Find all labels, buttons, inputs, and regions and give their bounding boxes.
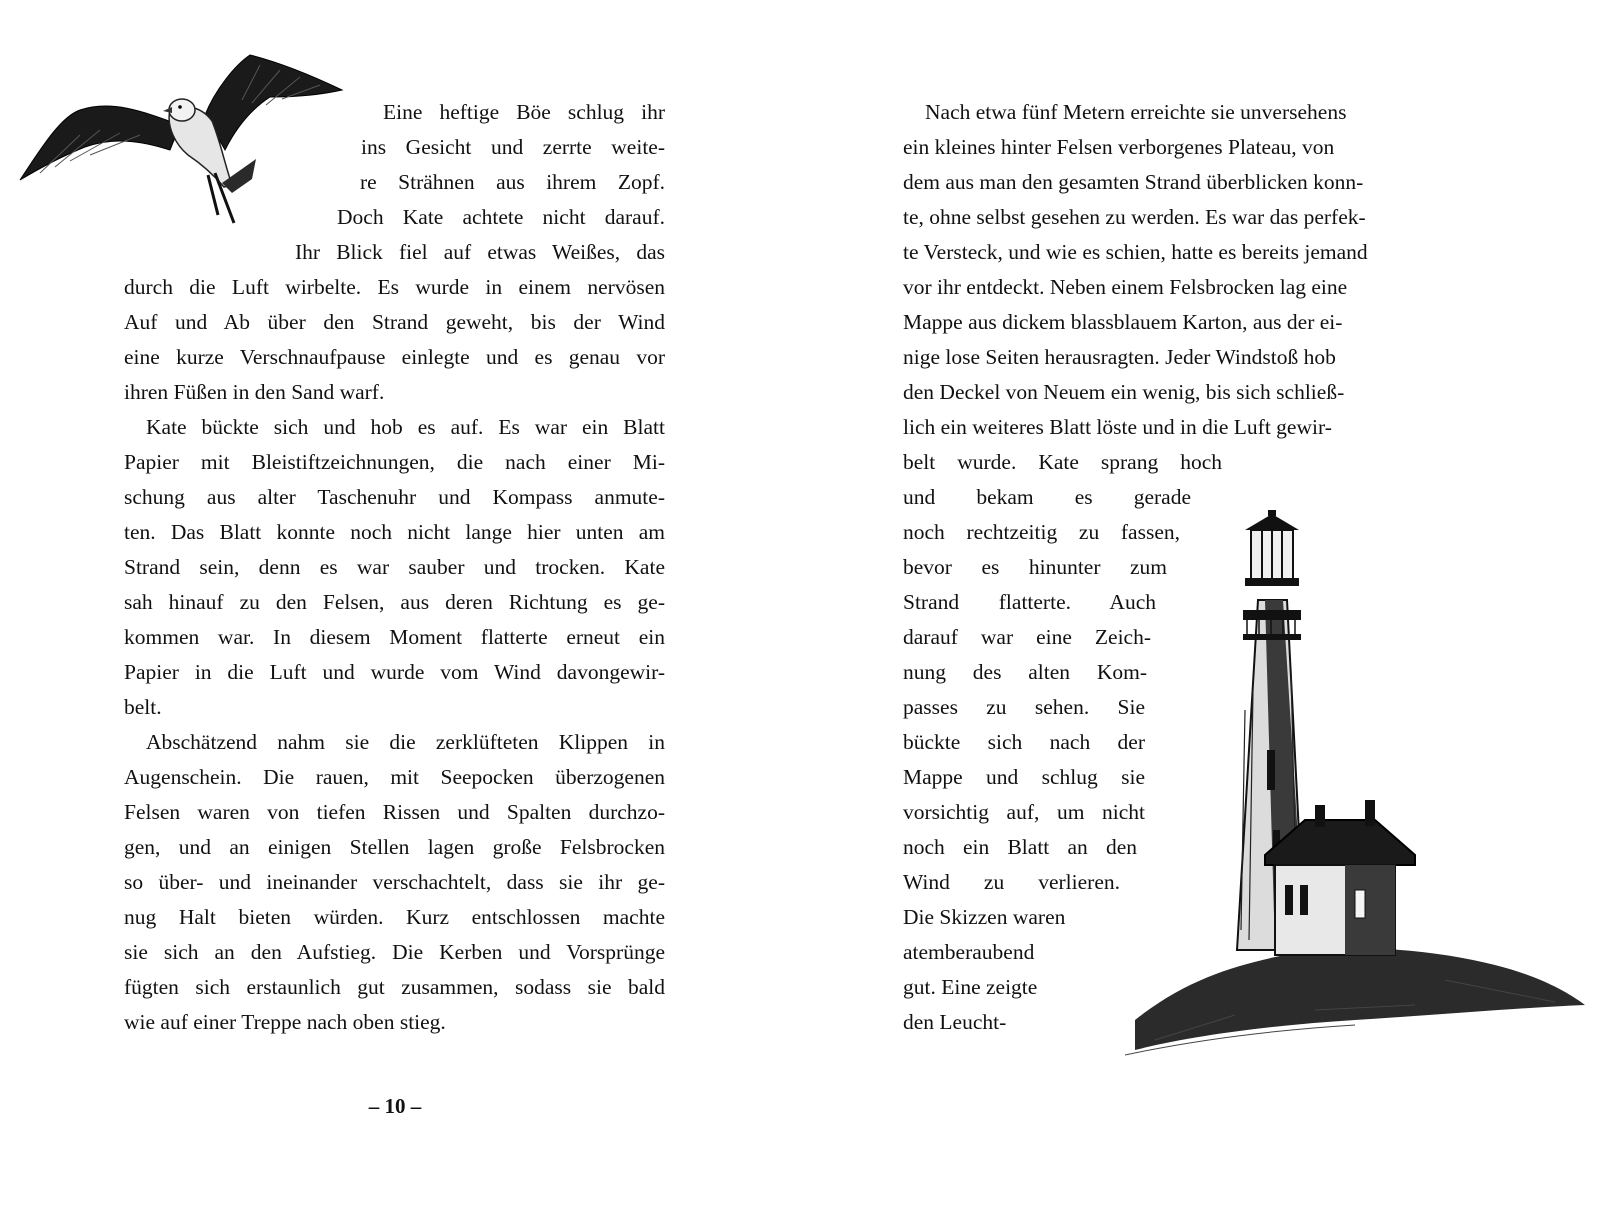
right-text-line: gut. Eine zeigte bbox=[903, 975, 1038, 999]
right-text-line: nige lose Seiten herausragten. Jeder Windstoß hob bbox=[903, 345, 1336, 369]
left-text-line: ins Gesicht und zerrte weite- bbox=[361, 135, 665, 159]
right-text-line: darauf war eine Zeich- bbox=[903, 625, 1151, 649]
left-text-line: wie auf einer Treppe nach oben stieg. bbox=[124, 1010, 446, 1034]
left-text-line: Felsen waren von tiefen Rissen und Spalten durchzo- bbox=[124, 800, 665, 824]
right-page bbox=[800, 0, 1600, 1229]
right-text-line: dem aus man den gesamten Strand überblicken konn- bbox=[903, 170, 1364, 194]
left-text-line: kommen war. In diesem Moment flatterte erneut ein bbox=[124, 625, 665, 649]
right-text-line: passes zu sehen. Sie bbox=[903, 695, 1145, 719]
left-text-line: durch die Luft wirbelte. Es wurde in einem nervösen bbox=[124, 275, 665, 299]
right-text-line: den Leucht- bbox=[903, 1010, 1007, 1034]
left-text-line: fügten sich erstaunlich gut zusammen, sodass sie bald bbox=[124, 975, 665, 999]
lighthouse-illustration bbox=[1115, 510, 1595, 1070]
left-text-line: Auf und Ab über den Strand geweht, bis der Wind bbox=[124, 310, 665, 334]
left-text-line: eine kurze Verschnaufpause einlegte und es genau vor bbox=[124, 345, 665, 369]
right-text-line: ein kleines hinter Felsen verborgenes Plateau, von bbox=[903, 135, 1335, 159]
right-text-line: Wind zu verlieren. bbox=[903, 870, 1120, 894]
left-text-line: gen, und an einigen Stellen lagen große Felsbrocken bbox=[124, 835, 665, 859]
right-text-line: den Deckel von Neuem ein wenig, bis sich schließ- bbox=[903, 380, 1345, 404]
left-text-line: re Strähnen aus ihrem Zopf. bbox=[360, 170, 665, 194]
right-text-line: Mappe aus dickem blassblauem Karton, aus der ei- bbox=[903, 310, 1343, 334]
left-text-line: ihren Füßen in den Sand warf. bbox=[124, 380, 385, 404]
right-text-line: bückte sich nach der bbox=[903, 730, 1145, 754]
left-text-line: so über- und ineinander verschachtelt, dass sie ihr ge- bbox=[124, 870, 665, 894]
left-text-line: Strand sein, denn es war sauber und trocken. Kate bbox=[124, 555, 665, 579]
right-text-line: bevor es hinunter zum bbox=[903, 555, 1167, 579]
right-text-line: atemberaubend bbox=[903, 940, 1035, 964]
right-text-line: Die Skizzen waren bbox=[903, 905, 1066, 929]
left-text-line: belt. bbox=[124, 695, 162, 719]
right-text-line: Strand flatterte. Auch bbox=[903, 590, 1156, 614]
left-text-line: Augenschein. Die rauen, mit Seepocken überzogenen bbox=[124, 765, 665, 789]
left-text-line: ten. Das Blatt konnte noch nicht lange hier unten am bbox=[124, 520, 665, 544]
left-text-line: Kate bückte sich und hob es auf. Es war ein Blatt bbox=[146, 415, 665, 439]
right-text-line: Nach etwa fünf Metern erreichte sie unversehens bbox=[925, 100, 1347, 124]
right-text-line: und bekam es gerade bbox=[903, 485, 1191, 509]
right-text-line: noch rechtzeitig zu fassen, bbox=[903, 520, 1180, 544]
left-text-line: Papier in die Luft und wurde vom Wind davongewir- bbox=[124, 660, 665, 684]
left-text-line: sie sich an den Aufstieg. Die Kerben und Vorsprünge bbox=[124, 940, 665, 964]
left-text-line: Abschätzend nahm sie die zerklüfteten Klippen in bbox=[146, 730, 665, 754]
right-text-line: te Versteck, und wie es schien, hatte es bereits jemand bbox=[903, 240, 1368, 264]
right-text-line: te, ohne selbst gesehen zu werden. Es war das perfek- bbox=[903, 205, 1366, 229]
page-number: – 10 – bbox=[368, 1094, 422, 1118]
right-text-line: Mappe und schlug sie bbox=[903, 765, 1145, 789]
left-text-line: Ihr Blick fiel auf etwas Weißes, das bbox=[295, 240, 665, 264]
right-text-line: noch ein Blatt an den bbox=[903, 835, 1137, 859]
seagull-illustration bbox=[20, 55, 345, 230]
left-text-line: Eine heftige Böe schlug ihr bbox=[383, 100, 665, 124]
right-text-line: vor ihr entdeckt. Neben einem Felsbrocken lag eine bbox=[903, 275, 1348, 299]
left-text-line: sah hinauf zu den Felsen, aus deren Richtung es ge- bbox=[124, 590, 665, 614]
right-text-line: vorsichtig auf, um nicht bbox=[903, 800, 1145, 824]
left-text-line: Papier mit Bleistiftzeichnungen, die nach einer Mi- bbox=[124, 450, 665, 474]
right-text-line: lich ein weiteres Blatt löste und in die Luft gewir- bbox=[903, 415, 1332, 439]
right-text-line: nung des alten Kom- bbox=[903, 660, 1147, 684]
left-text-line: schung aus alter Taschenuhr und Kompass anmute- bbox=[124, 485, 665, 509]
left-text-line: Doch Kate achtete nicht darauf. bbox=[337, 205, 665, 229]
right-text-line: belt wurde. Kate sprang hoch bbox=[903, 450, 1222, 474]
left-text-line: nug Halt bieten würden. Kurz entschlossen machte bbox=[124, 905, 665, 929]
